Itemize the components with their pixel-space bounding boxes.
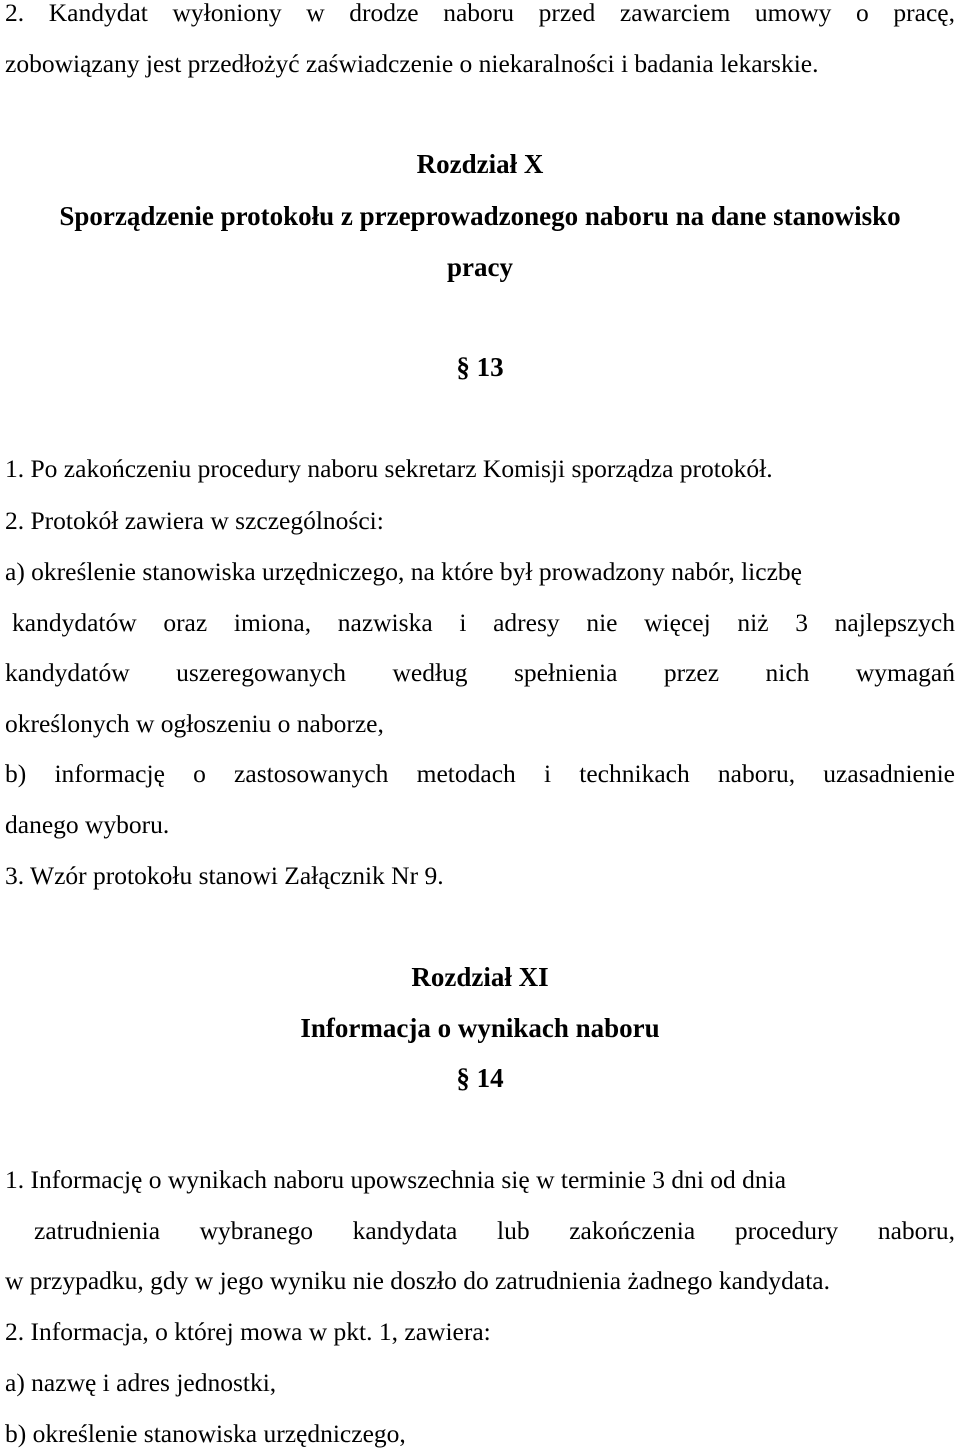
ch10-item-b-line-2: danego wyboru. — [5, 810, 170, 839]
chapter-x-title: Rozdział X — [416, 149, 544, 179]
ch11-paragraph-1-line-3: w przypadku, gdy w jego wyniku nie doszło do zatrudnienia żadnego kandydata. — [5, 1266, 830, 1295]
ch10-item-b-line-1: b) informację o zastosowanych metodach i technikach naboru, uzasadnienie — [5, 759, 955, 788]
ch11-paragraph-1-line-1: 1. Informację o wynikach naboru upowszechnia się w terminie 3 dni od dnia — [5, 1165, 787, 1194]
ch10-item-a-line-1: a) określenie stanowiska urzędniczego, na które był prowadzony nabór, liczbę — [5, 557, 802, 586]
chapter-x-subtitle-line-2: pracy — [447, 252, 513, 282]
section-14-heading: § 14 — [456, 1063, 504, 1093]
ch11-item-b: b) określenie stanowiska urzędniczego, — [5, 1419, 406, 1448]
ch11-paragraph-2: 2. Informacja, o której mowa w pkt. 1, zawiera: — [5, 1317, 491, 1346]
ch10-item-a-line-2: kandydatów oraz imiona, nazwiska i adresy nie więcej niż 3 najlepszych — [12, 608, 955, 637]
ch10-item-a-line-4: określonych w ogłoszeniu o naborze, — [5, 709, 384, 738]
ch11-item-a: a) nazwę i adres jednostki, — [5, 1368, 277, 1397]
chapter-xi-title: Rozdział XI — [411, 962, 549, 992]
ch10-paragraph-3: 3. Wzór protokołu stanowi Załącznik Nr 9. — [5, 861, 444, 890]
ch10-paragraph-1: 1. Po zakończeniu procedury naboru sekretarz Komisji sporządza protokół. — [5, 454, 773, 483]
section-13-heading: § 13 — [456, 352, 504, 382]
ch11-paragraph-1-line-2: zatrudnienia wybranego kandydata lub zakończenia procedury naboru, — [34, 1216, 955, 1245]
ch10-paragraph-2: 2. Protokół zawiera w szczególności: — [5, 506, 384, 535]
intro-line-2: zobowiązany jest przedłożyć zaświadczenie o niekaralności i badania lekarskie. — [5, 49, 819, 78]
ch10-item-a-line-3: kandydatów uszeregowanych według spełnienia przez nich wymagań — [5, 658, 955, 687]
chapter-xi-subtitle: Informacja o wynikach naboru — [300, 1013, 660, 1043]
chapter-x-subtitle-line-1: Sporządzenie protokołu z przeprowadzonego naboru na dane stanowisko — [59, 201, 901, 231]
intro-line-1: 2. Kandydat wyłoniony w drodze naboru przed zawarciem umowy o pracę, — [5, 0, 955, 27]
